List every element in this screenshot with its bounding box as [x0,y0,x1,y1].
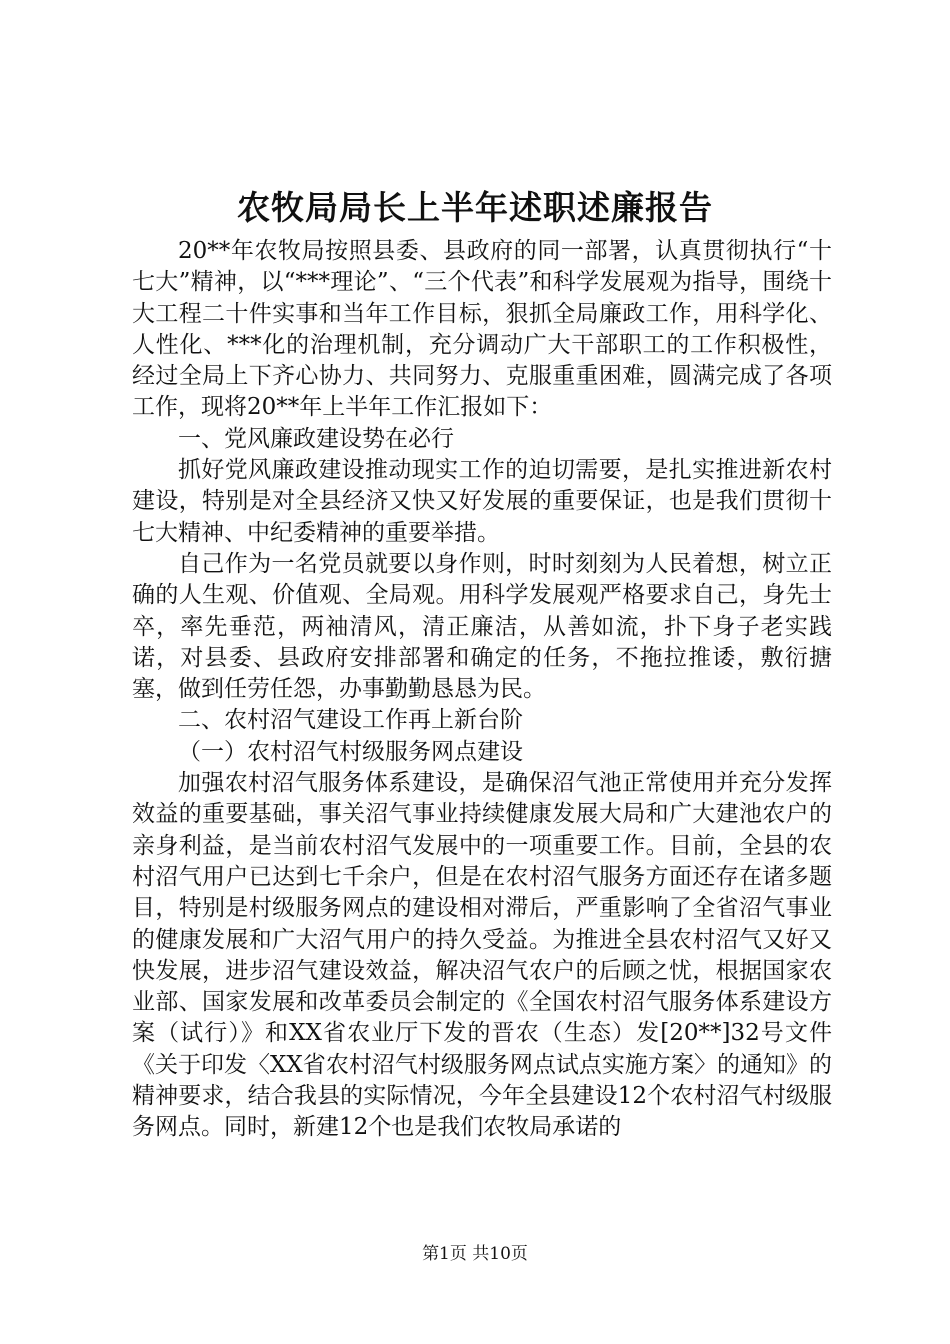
document-body [132,236,832,1144]
paragraph-self-conduct: 自己作为一名党员就要以身作则，时时刻刻为人民着想，树立正确的人生观、价值观、全局观。用科学发展观严格要求自己，身先士卒，率先垂范，两袖清风，清正廉洁，从善如流，扑下身子老实践诺，对县委、县政府安排部署和确定的任务，不拖拉推诿，敷衍搪塞，做到任劳任怨，办事勤勤恳恳为民。 [132,550,832,703]
page-number-footer: 第1页 共10页 [422,1244,528,1264]
paragraph-intro: 20**年农牧局按照县委、县政府的同一部署，认真贯彻执行“十七大”精神，以“***理论”、“三个代表”和科学发展观为指导，围绕十大工程二十件实事和当年工作目标，狠抓全局廉政工作，用科学化、人性化、***化的治理机制，充分调动广大干部职工的工作积极性，经过全局上下齐心协力、共同努力、克服重重困难，圆满完成了各项工作，现将20**年上半年工作汇报如下： [132,238,832,421]
section-heading-2: 二、农村沼气建设工作再上新台阶 [178,707,523,734]
document-title: 农牧局局长上半年述职述廉报告 [237,188,713,227]
paragraph-party-conduct: 抓好党风廉政建设推动现实工作的迫切需要，是扎实推进新农村建设，特别是对全县经济又快又好发展的重要保证，也是我们贯彻十七大精神、中纪委精神的重要举措。 [132,457,832,546]
subsection-heading-1: （一）农村沼气村级服务网点建设 [178,738,523,765]
section-heading-1: 一、党风廉政建设势在必行 [178,425,454,452]
paragraph-biogas-network: 加强农村沼气服务体系建设，是确保沼气池正常使用并充分发挥效益的重要基础，事关沼气事业持续健康发展大局和广大建池农户的亲身利益，是当前农村沼气发展中的一项重要工作。目前，全县的农村沼气用户已达到七千余户，但是在农村沼气服务方面还存在诸多题目，特别是村级服务网点的建设相对滞后，严重影响了全省沼气事业的健康发展和广大沼气用户的持久受益。为推进全县农村沼气又好又快发展，进步沼气建设效益，解决沼气农户的后顾之忧，根据国家农业部、国家发展和改革委员会制定的《全国农村沼气服务体系建设方案（试行）》和XX省农业厅下发的晋农（生态）发[20**]32号文件《关于印发〈XX省农村沼气村级服务网点试点实施方案〉的通知》的精神要求，结合我县的实际情况，今年全县建设12个农村沼气村级服务网点。同时，新建12个也是我们农牧局承诺的 [132,770,832,1141]
